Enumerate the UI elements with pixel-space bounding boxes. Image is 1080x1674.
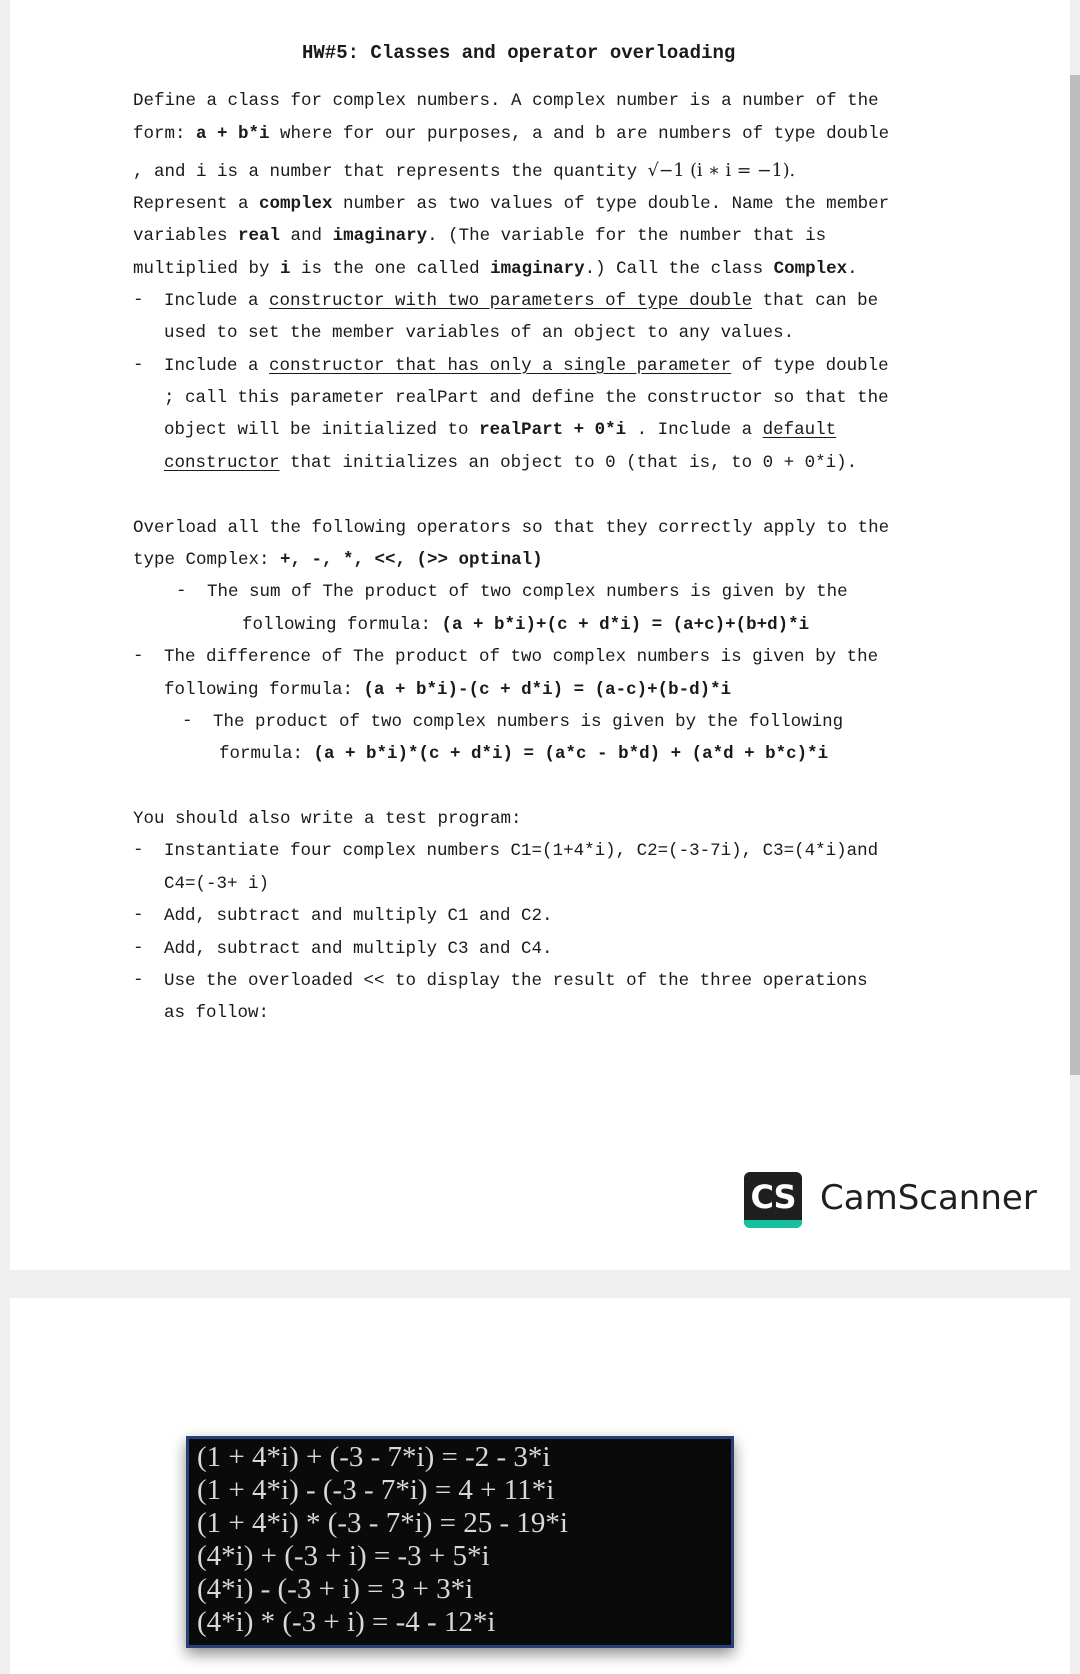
- difference-line-2: following formula: (a + b*i)-(c + d*i) = (a-c)+(b-d)*i: [164, 680, 732, 700]
- intro-line-1: Define a class for complex numbers. A complex number is a number of the: [133, 91, 879, 111]
- test-4-line-2: as follow:: [164, 1003, 270, 1023]
- console-output: [186, 1436, 734, 1648]
- bullet-2-line-4: constructor that initializes an object to 0 (that is, to 0 + 0*i).: [164, 453, 858, 473]
- test-heading: You should also write a test program:: [133, 809, 522, 829]
- test-1-line-2: C4=(-3+ i): [164, 874, 270, 894]
- bullet-dash: -: [133, 970, 144, 990]
- console-line: (4*i) - (-3 + i) = 3 + 3*i: [197, 1573, 474, 1605]
- bullet-dash: -: [133, 290, 144, 310]
- test-4-line-1: Use the overloaded << to display the result of the three operations: [164, 971, 868, 991]
- intro-line-2: form: a + b*i where for our purposes, a and b are numbers of type double: [133, 124, 890, 144]
- bullet-2-line-3: object will be initialized to realPart + 0*i . Include a default: [164, 420, 837, 440]
- product-line-1: The product of two complex numbers is given by the following: [213, 712, 844, 732]
- difference-line-1: The difference of The product of two complex numbers is given by the: [164, 647, 879, 667]
- scrollbar[interactable]: [1070, 75, 1080, 1075]
- console-line: (1 + 4*i) * (-3 - 7*i) = 25 - 19*i: [197, 1507, 568, 1539]
- bullet-dash: -: [133, 840, 144, 860]
- bullet-2-line-2: ; call this parameter realPart and define the constructor so that the: [164, 388, 889, 408]
- bullet-dash: -: [182, 711, 193, 731]
- product-line-2: formula: (a + b*i)*(c + d*i) = (a*c - b*d) + (a*d + b*c)*i: [219, 744, 829, 764]
- bullet-dash: -: [133, 355, 144, 375]
- intro-line-5: variables real and imaginary. (The variable for the number that is: [133, 226, 827, 246]
- console-line: (1 + 4*i) + (-3 - 7*i) = -2 - 3*i: [197, 1441, 551, 1473]
- console-line: (4*i) + (-3 + i) = -3 + 5*i: [197, 1540, 490, 1572]
- sum-line-2: following formula: (a + b*i)+(c + d*i) = (a+c)+(b+d)*i: [242, 615, 810, 635]
- intro-line-6: multiplied by i is the one called imaginary.) Call the class Complex.: [133, 259, 858, 279]
- bullet-1-line-2: used to set the member variables of an object to any values.: [164, 323, 795, 343]
- bullet-dash: -: [133, 905, 144, 925]
- test-1-line-1: Instantiate four complex numbers C1=(1+4*i), C2=(-3-7i), C3=(4*i)and: [164, 841, 879, 861]
- intro-line-3: , and i is a number that represents the quantity √−1 (i ∗ i = −1).: [133, 161, 796, 182]
- console-line: (1 + 4*i) - (-3 - 7*i) = 4 + 11*i: [197, 1474, 555, 1506]
- camscanner-name: CamScanner: [820, 1178, 1037, 1218]
- bullet-dash: -: [133, 938, 144, 958]
- bullet-dash: -: [133, 646, 144, 666]
- document-title: HW#5: Classes and operator overloading: [302, 42, 736, 64]
- bullet-1-line-1: Include a constructor with two parameters of type double that can be: [164, 291, 879, 311]
- sum-line-1: The sum of The product of two complex numbers is given by the: [207, 582, 848, 602]
- overload-line-2: type Complex: +, -, *, <<, (>> optinal): [133, 550, 543, 570]
- bullet-2-line-1: Include a constructor that has only a single parameter of type double: [164, 356, 889, 376]
- bullet-dash: -: [176, 581, 187, 601]
- test-2: Add, subtract and multiply C1 and C2.: [164, 906, 553, 926]
- overload-line-1: Overload all the following operators so that they correctly apply to the: [133, 518, 890, 538]
- console-line: (4*i) * (-3 + i) = -4 - 12*i: [197, 1606, 496, 1638]
- test-3: Add, subtract and multiply C3 and C4.: [164, 939, 553, 959]
- camscanner-logo: CS: [744, 1172, 802, 1228]
- intro-line-4: Represent a complex number as two values of type double. Name the member: [133, 194, 890, 214]
- sqrt-formula: √−1 (i ∗ i = −1).: [647, 161, 796, 181]
